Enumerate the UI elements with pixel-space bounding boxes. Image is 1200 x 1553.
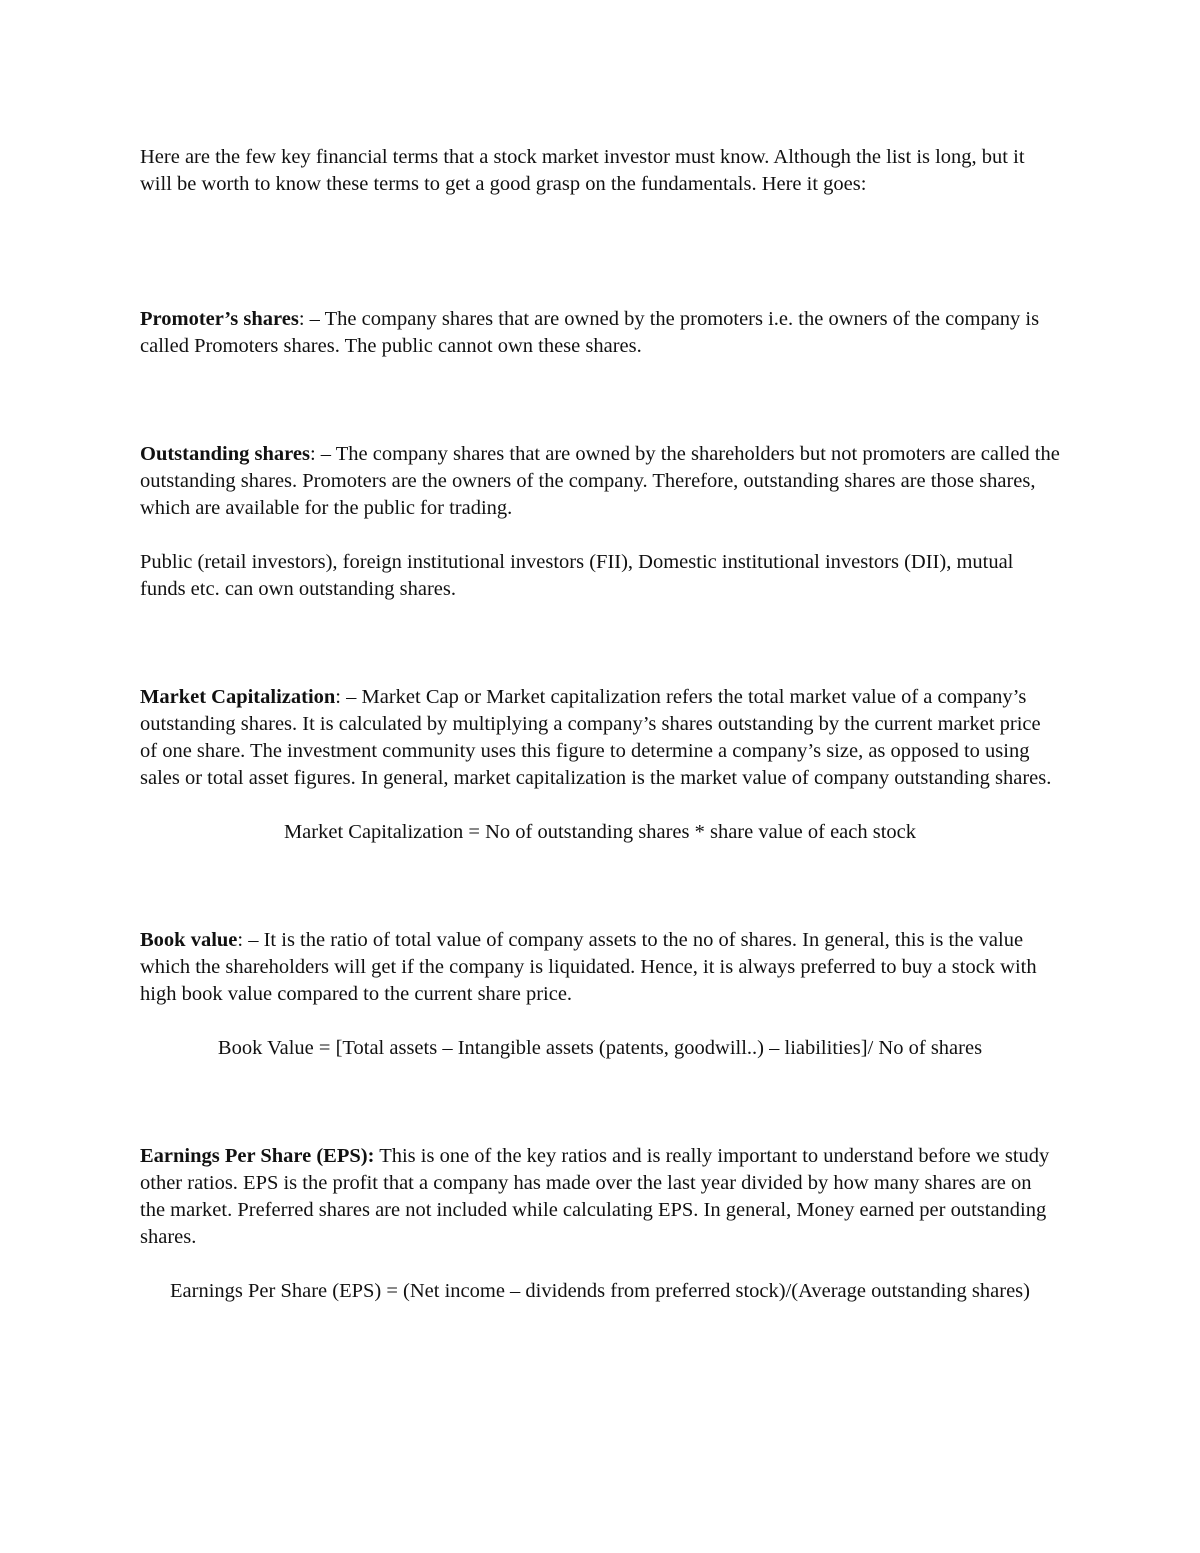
section-outstanding-shares — [140, 441, 1060, 603]
market-cap-definition — [140, 684, 1060, 792]
promoters-definition — [140, 306, 1060, 360]
book-value-definition — [140, 927, 1060, 1008]
book-value-body: It is the ratio of total value of company assets to the no of shares. In general, this is the value which the shareholders will get if the company is liquidated. Hence, it is always preferred to buy a stock with high book value compared to the current share price. — [140, 929, 1037, 1005]
promoters-separator: : – — [298, 308, 325, 330]
section-book-value — [140, 927, 1060, 1062]
book-value-formula: Book Value = [Total assets – Intangible assets (patents, goodwill..) – liabilities]/ No of shares — [217, 1037, 983, 1059]
outstanding-definition — [140, 441, 1060, 522]
market-cap-separator: : – — [335, 686, 362, 708]
eps-definition — [140, 1143, 1060, 1251]
promoters-term: Promoter’s shares — [140, 308, 299, 330]
eps-term: Earnings Per Share (EPS): — [140, 1145, 375, 1167]
market-cap-term: Market Capitalization — [140, 686, 336, 708]
market-cap-formula: Market Capitalization = No of outstanding shares * share value of each stock — [283, 821, 917, 843]
market-cap-body: Market Cap or Market capitalization refers the total market value of a company’s outstanding shares. It is calculated by multiplying a company’s shares outstanding by the current market price of one share. The investment community uses this figure to determine a company’s size, as opposed to using sales or total asset figures. In general, market capitalization is the market value of company outstanding shares. — [140, 686, 1052, 789]
book-value-term: Book value — [140, 929, 238, 951]
outstanding-separator: : – — [309, 443, 336, 465]
intro-paragraph: Here are the few key financial terms that a stock market investor must know. Although the list is long, but it will be worth to know these terms to get a good grasp on the fundamentals. Here it goes: — [140, 146, 1025, 195]
section-earnings-per-share — [140, 1143, 1060, 1305]
section-promoters-shares — [140, 306, 1060, 360]
promoters-body: The company shares that are owned by the promoters i.e. the owners of the company is called Promoters shares. The public cannot own these shares. — [140, 308, 1040, 357]
section-market-capitalization — [140, 684, 1060, 846]
book-value-separator: : – — [237, 929, 264, 951]
eps-body: This is one of the key ratios and is really important to understand before we study other ratios. EPS is the profit that a company has made over the last year divided by how many shares are on the market. Preferred shares are not included while calculating EPS. In general, Money earned per outstanding shares. — [140, 1145, 1050, 1248]
outstanding-term: Outstanding shares — [140, 443, 310, 465]
outstanding-body: The company shares that are owned by the shareholders but not promoters are called the outstanding shares. Promoters are the owners of the company. Therefore, outstanding shares are those shares, which are available for the public for trading. — [140, 443, 1060, 519]
outstanding-extra: Public (retail investors), foreign institutional investors (FII), Domestic institutional investors (DII), mutual funds etc. can own outstanding shares. — [140, 551, 1014, 600]
eps-formula: Earnings Per Share (EPS) = (Net income – dividends from preferred stock)/(Average outstanding shares) — [170, 1280, 1030, 1302]
document-page — [140, 144, 1060, 1305]
